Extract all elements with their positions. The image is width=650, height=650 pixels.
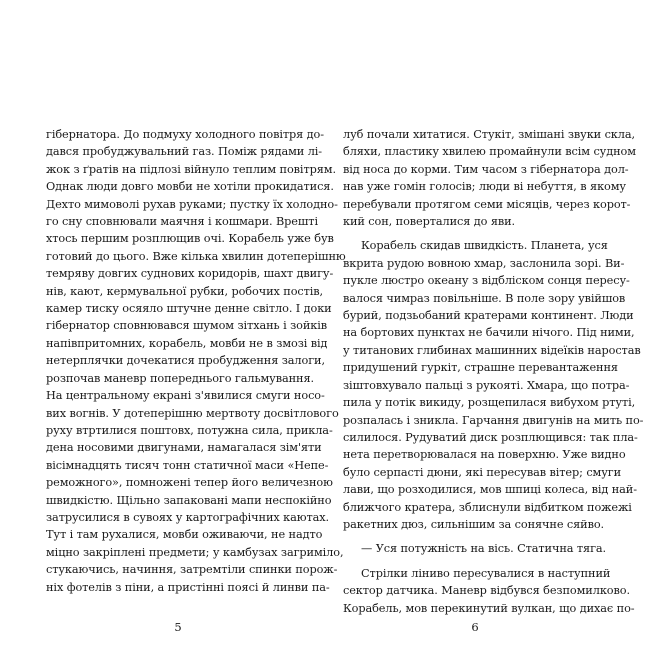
text-line: бляхи, пластику хвилею промайнули всім судном	[343, 145, 636, 159]
text-line: вісімнадцять тисяч тонн статичної маси «Непе-	[46, 458, 329, 472]
text-line: нетерплячки дочекатися пробудження залоги,	[46, 354, 325, 368]
paragraph	[46, 126, 346, 596]
right-page-text	[343, 126, 644, 617]
text-line: на бортових пунктах не бачили нічого. Під ними,	[343, 326, 635, 340]
text-line: На центральному екрані з'явилися смуги носо-	[46, 389, 325, 403]
text-line: затрусилися в сувоях у картографічних каютах.	[46, 510, 330, 524]
text-line: — Уся потужність на віcь. Статична тяга.	[361, 542, 607, 556]
text-line: бурий, подзьобаний кратерами континент. Люди	[343, 309, 634, 323]
text-line: Тут і там рухалися, мовби оживаючи, не надто	[46, 528, 323, 542]
text-line: руху втртилися поштовх, потужна сила, прикла-	[46, 423, 333, 437]
text-line: розпалась і зникла. Гарчання двигунів на мить по-	[343, 413, 644, 427]
text-line: реможного», помножені тепер його величезною	[46, 476, 333, 490]
text-line: швидкістю. Щільно запаковані мапи неспокійно	[46, 493, 332, 507]
text-line: Дехто мимоволі рухав руками; пустку їх холодно-	[46, 197, 338, 211]
text-line: валося чимраз повільніше. В поле зору увійшов	[343, 291, 626, 305]
text-line: стукаючись, начиння, затремтіли спинки порож-	[46, 563, 338, 577]
text-line: було серпасті дюни, які пересував вітер; смуги	[343, 465, 622, 479]
text-line: хтось першим розплющив очі. Корабель уже був	[46, 232, 334, 246]
right-page-number: 6	[471, 620, 479, 634]
text-line: Корабель, мов перекинутий вулкан, що дихає по-	[343, 601, 635, 615]
text-line: луб почали хитатися. Стукіт, змішані звуки скла,	[343, 128, 635, 141]
text-line: дена носовими двигунами, намагалася зім'яти	[46, 441, 322, 455]
right-page	[343, 126, 644, 634]
text-line: нета перетворювалася на поверхню. Уже видно	[343, 448, 626, 462]
text-line: лави, що розходилися, мов шпиці колеса, від най-	[343, 483, 637, 497]
text-line: зіштовхувало пальці з рукояті. Хмара, що потра-	[343, 378, 630, 392]
text-line: міцно закріплені предмети; у камбузах загриміло,	[46, 545, 344, 559]
text-line: кий сон, поверталися до яви.	[343, 215, 516, 229]
text-line: готовий до цього. Вже кілька хвилин дотеперішню	[46, 249, 346, 263]
text-line: перебували протягом семи місяців, через корот-	[343, 197, 631, 211]
text-line: сектор датчика. Маневр відбувся безпомилково.	[343, 584, 630, 598]
text-line: го сну сповнювали маячня і кошмари. Врешті	[46, 215, 318, 229]
text-line: Стрілки ліниво пересувалися в наступний	[361, 566, 611, 580]
left-page-text	[46, 126, 346, 596]
text-line: у титанових глибинах машинних відеїків наростав	[343, 343, 641, 357]
text-line: придушений гуркіт, страшне перевантаження	[343, 361, 618, 375]
text-line: нав уже гомін голосів; люди ві небуття, в якому	[343, 180, 626, 194]
text-line: гібернатора. До подмуху холодного повітря до-	[46, 128, 324, 141]
paragraph	[343, 540, 607, 557]
text-line: напівпритомних, корабель, мовби не в змозі від	[46, 336, 328, 350]
text-line: вих вогнів. У дотеперішню мертвоту досвітлового	[46, 406, 339, 420]
text-line: ближчого кратера, зблиснули відбитком пожежі	[343, 500, 632, 514]
text-line: жок з ґратів на підлозі війнуло теплим повітрям.	[46, 162, 336, 176]
text-line: Корабель скидав швидкість. Планета, уся	[361, 239, 608, 253]
text-line: нів, кают, кермувальної рубки, робочих постів,	[46, 284, 324, 298]
text-line: Однак люди довго мовби не хотіли прокидатися.	[46, 180, 334, 194]
text-line: камер тиску осяяло штучне денне світло. І доки	[46, 302, 332, 316]
paragraph	[343, 565, 635, 617]
paragraph	[343, 237, 644, 533]
text-line: вкрита рудою вовною хмар, заслонила зорі. Ви-	[343, 256, 625, 270]
text-line: пила у потік викиду, розщепилася вибухом ртуті,	[343, 396, 636, 410]
paragraph	[343, 126, 636, 230]
text-line: від носа до корми. Тим часом з гібернатора дол-	[343, 162, 629, 176]
text-line: ніх фотелів з піни, а пристінні поясі й линви па-	[46, 580, 330, 594]
text-line: ракетних дюз, сильнішим за сонячне сяйво.	[343, 517, 605, 531]
text-line: темряву довгих суднових коридорів, шахт двигу-	[46, 267, 334, 281]
text-line: пукле люстро океану з відбліском сонця пересу-	[343, 274, 630, 288]
text-line: гібернатор сповнювався шумом зітхань і зойків	[46, 319, 328, 333]
text-line: розпочав маневр попереднього гальмування.	[46, 371, 314, 385]
left-page-number: 5	[174, 620, 182, 634]
left-page	[46, 126, 346, 634]
text-line: дався пробуджувальний газ. Поміж рядами лі-	[46, 145, 322, 159]
text-line: силилося. Рудуватий диск розплющився: так пла-	[343, 430, 638, 444]
